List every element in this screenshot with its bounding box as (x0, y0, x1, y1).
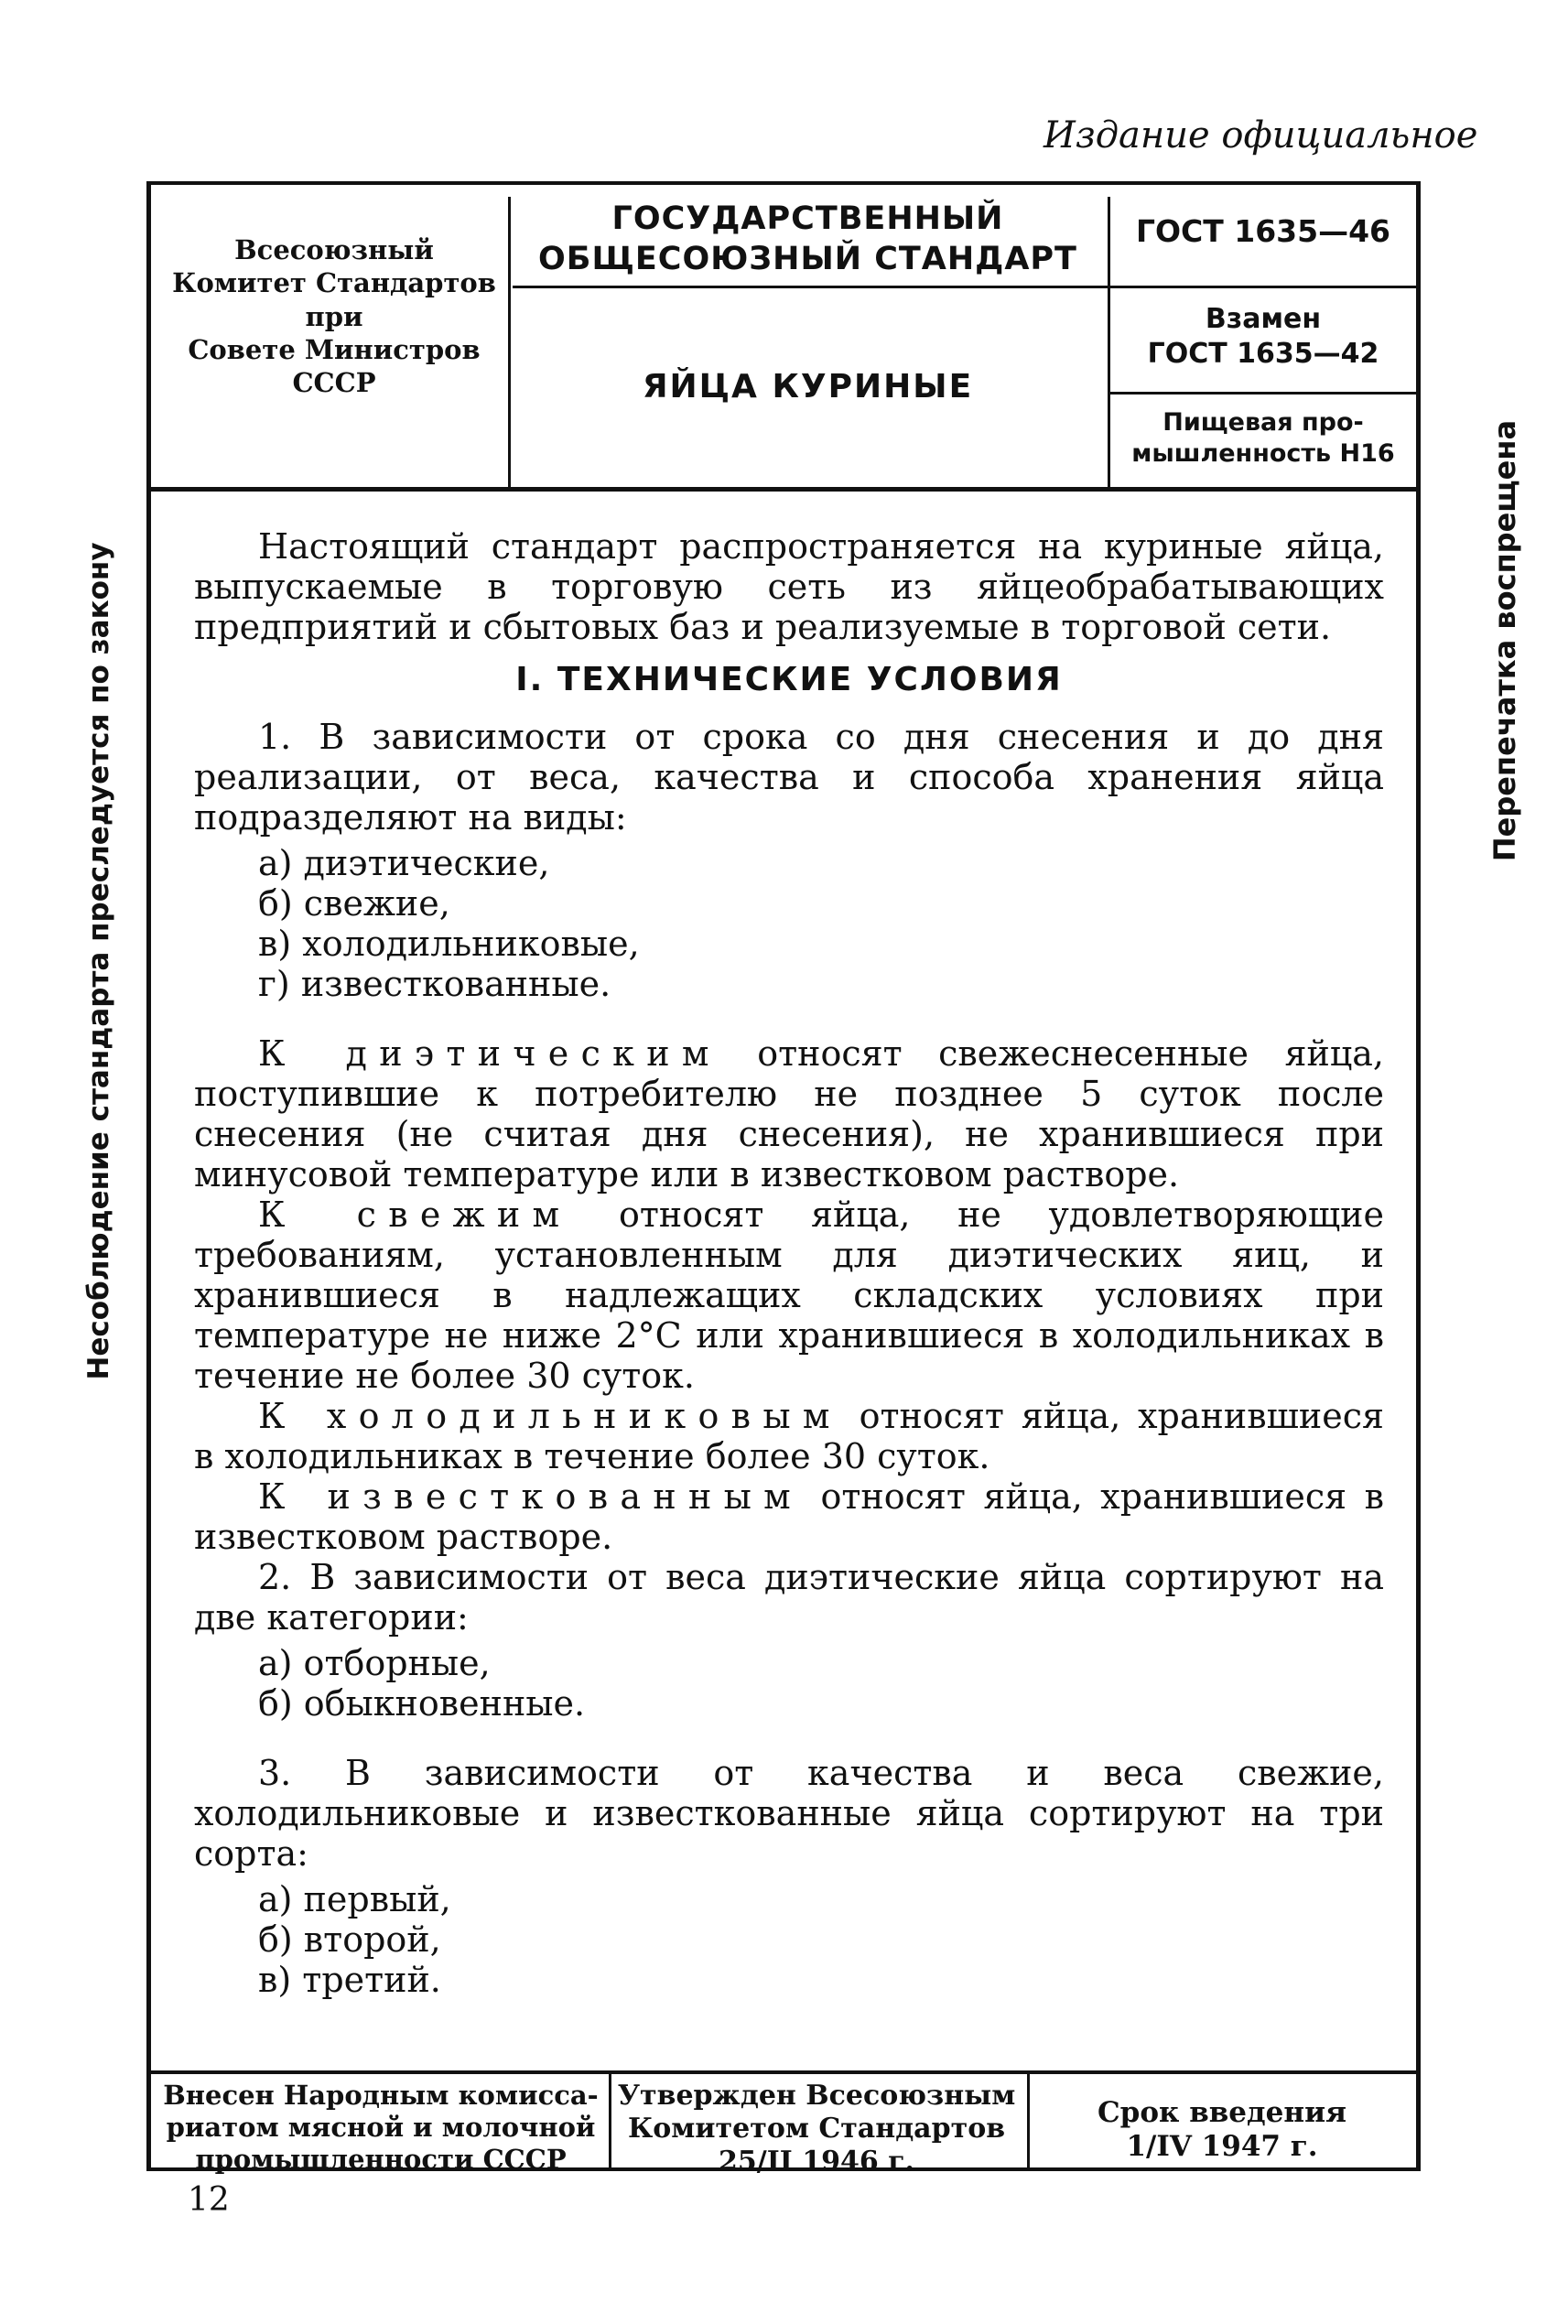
header-bottom-rule (146, 487, 1421, 492)
list-item: а) диэтические, (258, 843, 550, 883)
definition-text: относят яйца, хранившиеся в известковом растворе. (194, 1476, 1384, 1557)
industry-line: мышленность Н16 (1131, 438, 1395, 468)
footer-divider-1 (609, 2074, 611, 2167)
definition-text: относят свежеснесенные яйца, поступившие к потребителю не позднее 5 суток после снесения (не считая дня снесения), не хранившиеся при минусовой температуре или в известковом растворе. (194, 1033, 1384, 1194)
definition-text: относят яйца, хранившиеся в холодильниках в течение более 30 суток. (194, 1396, 1384, 1476)
industry-block (1112, 407, 1414, 470)
term-cold: К холодильниковым (258, 1396, 842, 1436)
footer-introduced (157, 2080, 604, 2175)
section-heading: I. ТЕХНИЧЕСКИЕ УСЛОВИЯ (515, 661, 1063, 698)
org-line: при (305, 300, 363, 332)
list-item: а) первый, (258, 1879, 451, 1919)
industry-line: Пищевая про- (1162, 408, 1364, 437)
term-fresh: К свежим (258, 1194, 572, 1235)
header-standard-type (513, 200, 1103, 280)
side-note-left: Несоблюдение стандарта преследуется по закону (82, 542, 115, 1380)
footer-line: Утвержден Всесоюзным (617, 2080, 1016, 2112)
clause-1: 1. В зависимости от срока со дня снесения и до дня реализации, от веса, качества и способа хранения яйца подразделяют на виды: (194, 717, 1384, 838)
list-item: б) второй, (258, 1919, 441, 1960)
footer-approved (615, 2080, 1018, 2178)
footer-top-rule (146, 2070, 1421, 2074)
edition-label: Издание официальное (1044, 114, 1478, 157)
clause-2: 2. В зависимости от веса диэтические яйца сортируют на две категории: (194, 1557, 1384, 1638)
footer-line: Срок введения (1098, 2096, 1346, 2129)
header-organization (156, 233, 513, 399)
footer-line: промышленности СССР (195, 2143, 567, 2175)
intro-paragraph: Настоящий стандарт распространяется на куриные яйца, выпускаемые в торговую сеть из яйцеобрабатывающих предприятий и сбытовых баз и реализуемые в торговой сети. (194, 526, 1384, 647)
replaces-gost: ГОСТ 1635—42 (1147, 337, 1379, 370)
header-repl-rule (1110, 392, 1417, 395)
footer-line: 25/II 1946 г. (719, 2146, 914, 2178)
footer-effective (1034, 2096, 1410, 2164)
org-line: СССР (292, 367, 376, 398)
definition-dietary (194, 1033, 1384, 1194)
side-note-right: Перепечатка воспрещена (1487, 419, 1522, 862)
clause-3: 3. В зависимости от качества и веса свежие, холодильниковые и известкованные яйца сортируют на три сорта: (194, 1753, 1384, 1874)
standard-type-line: ОБЩЕСОЮЗНЫЙ СТАНДАРТ (538, 240, 1077, 277)
header-gost-rule (1110, 286, 1417, 288)
list-item: в) третий. (258, 1960, 441, 2000)
standard-type-line: ГОСУДАРСТВЕННЫЙ (611, 200, 1004, 237)
list-item: б) обыкновенные. (258, 1683, 586, 1724)
list-item: б) свежие, (258, 883, 450, 924)
document-body (194, 526, 1384, 2009)
definition-lime (194, 1476, 1384, 1557)
definition-fresh (194, 1194, 1384, 1396)
list-item: г) известкованные. (258, 964, 611, 1004)
page-number: 12 (188, 2181, 230, 2219)
org-line: Всесоюзный (234, 234, 434, 265)
list-item: а) отборные, (258, 1643, 491, 1683)
footer-line: Комитетом Стандартов (627, 2113, 1006, 2145)
header-divider-2 (1108, 197, 1110, 488)
header-top-rule (146, 181, 1421, 185)
definition-text: относят яйца, не удовлетворяющие требованиям, установленным для диэтических яиц, и хранившиеся в надлежащих складских условиях при температуре не ниже 2°С или хранившиеся в холодильниках в течение не более 30 суток. (194, 1194, 1384, 1396)
gost-number: ГОСТ 1635—46 (1135, 213, 1391, 249)
footer-line: Внесен Народным комисса- (163, 2080, 599, 2111)
replaces-label: Взамен (1205, 303, 1322, 335)
org-line: Комитет Стандартов (172, 267, 496, 299)
header-type-rule (513, 286, 1108, 288)
term-dietary: К диэтическим (258, 1033, 721, 1074)
grades-list (258, 1879, 1384, 2000)
term-lime: К известкованным (258, 1476, 804, 1517)
document-title: ЯЙЦА КУРИНЫЕ (642, 368, 974, 405)
replaces-block (1112, 302, 1414, 371)
categories-list (258, 1643, 1384, 1724)
footer-divider-2 (1027, 2074, 1030, 2167)
types-list (258, 843, 1384, 1004)
definition-cold (194, 1396, 1384, 1476)
list-item: в) холодильниковые, (258, 924, 640, 964)
footer-line: 1/IV 1947 г. (1126, 2130, 1318, 2164)
footer-line: риатом мясной и молочной (166, 2111, 596, 2143)
org-line: Совете Министров (188, 333, 481, 365)
